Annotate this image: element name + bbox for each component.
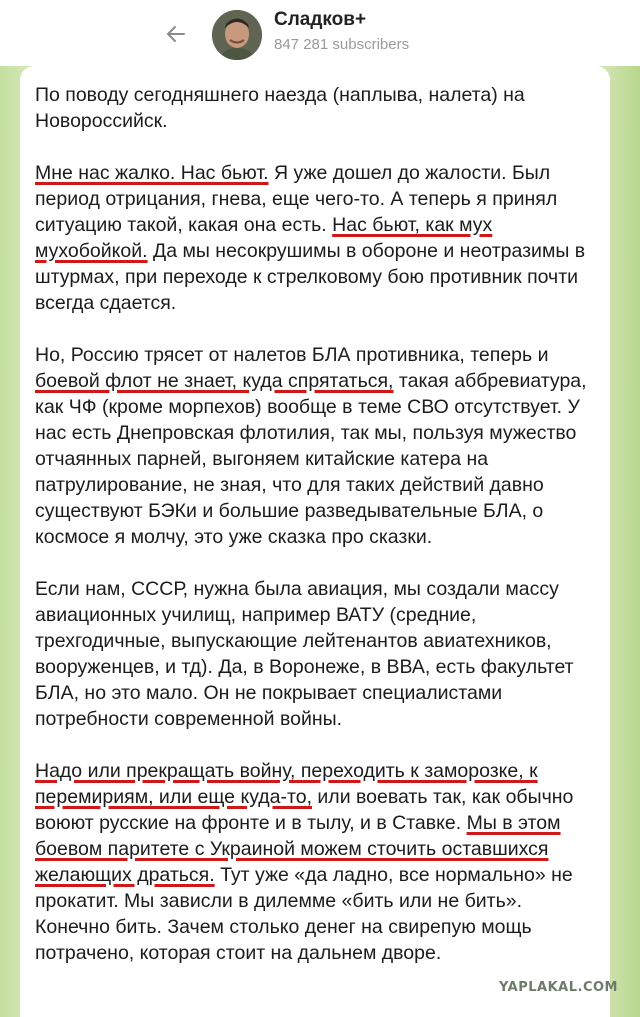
- arrow-left-icon: [164, 22, 188, 46]
- paragraph-2: [35, 160, 595, 316]
- underlined-phrase: Нас бьют, как мух мухобойкой.: [35, 214, 493, 262]
- underlined-phrase: Надо или прекращать войну, переходить к заморозке, к перемириям, или еще куда-то,: [35, 760, 538, 808]
- text-segment: или воевать так, как обычно воюют русские на фронте и в тылу, и в Ставке.: [35, 786, 574, 834]
- channel-title[interactable]: Сладков+: [274, 9, 367, 30]
- paragraph-5: [35, 758, 595, 966]
- back-button[interactable]: [160, 18, 192, 50]
- text-segment: По поводу сегодняшнего наезда (наплыва, налета) на Новороссийск.: [35, 84, 525, 132]
- watermark: YAPLAKAL.COM: [499, 980, 618, 995]
- channel-avatar[interactable]: [212, 10, 262, 60]
- paragraph-4: [35, 576, 595, 732]
- chat-header: [0, 0, 640, 66]
- subscriber-count: 847 281 subscribers: [274, 36, 410, 53]
- text-segment: Но, Россию трясет от налетов БЛА противника, теперь и: [35, 344, 549, 366]
- text-segment: такая аббревиатура, как ЧФ (кроме морпехов) вообще в теме СВО отсутствует. У нас есть Днепровская флотилия, так мы, пользуя мужество отчаянных парней, выгоняем китайские катера на патрулирование, не зная, что для таких действий давно существуют БЭКи и большие разведывательные БЛА, о космосе я молчу, это уже сказка про сказки.: [35, 370, 587, 548]
- underlined-phrase: Мне нас жалко. Нас бьют.: [35, 162, 269, 184]
- paragraph-3: [35, 342, 595, 550]
- text-segment: Да мы несокрушимы в обороне и неотразимы в штурмах, при переходе к стрелковому бою противник почти всегда сдается.: [35, 240, 586, 314]
- text-segment: Я уже дошел до жалости. Был период отрицания, гнева, еще чего-то. А теперь я принял ситуацию такой, какая она есть.: [35, 162, 558, 236]
- avatar-image: [212, 10, 262, 60]
- post-text: [35, 82, 595, 992]
- text-segment: Если нам, СССР, нужна была авиация, мы создали массу авиационных училищ, например ВАТУ (средние, трехгодичные, выпускающие лейтенантов авиатехников, вооруженцев, и тд). Да, в Воронеже, в ВВА, есть факультет БЛА, но это мало. Он не покрывает специалистами потребности современной войны.: [35, 578, 574, 730]
- underlined-phrase: боевой флот не знает, куда спрятаться,: [35, 370, 394, 392]
- underlined-phrase: Мы в этом боевом паритете с Украиной можем сточить оставшихся желающих драться.: [35, 812, 561, 886]
- paragraph-1: [35, 82, 595, 134]
- text-segment: Тут уже «да ладно, все нормально» не прокатит. Мы зависли в дилемме «бить или не бить». Конечно бить. Зачем столько денег на свирепую мощь потрачено, которая стоит на дальнем дворе.: [35, 864, 573, 964]
